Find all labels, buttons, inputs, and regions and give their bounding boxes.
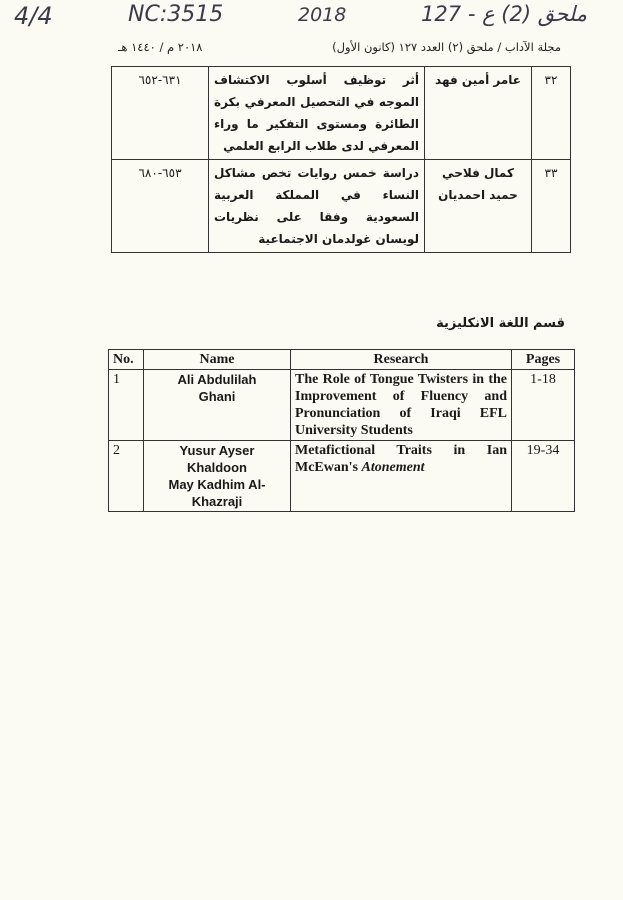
row-number: ٣٣ — [532, 160, 571, 253]
page-range: 19-34 — [512, 441, 575, 512]
author-name: Ali Abdulilah Ghani — [144, 370, 291, 441]
table-row — [112, 67, 571, 160]
author-name: كمال فلاحي حميد احمديان — [425, 160, 532, 253]
research-title: أثر توظيف أسلوب الاكتشاف الموجه في التحصيل المعرفي بكرة الطائرة ومستوى التفكير ما وراء المعرفي لدى طلاب الرابع العلمي — [209, 67, 425, 160]
header-name: Name — [144, 350, 291, 370]
table-header-row — [109, 350, 575, 370]
journal-title: مجلة الآداب / ملحق (٢) العدد ١٢٧ (كانون الأول) — [332, 40, 561, 54]
research-title: The Role of Tongue Twisters in the Improvement of Fluency and Pronunciation of Iraqi EFL University Students — [291, 370, 512, 441]
section-title: قسم اللغة الانكليزية — [436, 316, 565, 331]
table-row — [112, 160, 571, 253]
header-pages: Pages — [512, 350, 575, 370]
handwritten-reference: ملحق (2) ع - 127 — [421, 2, 587, 26]
row-number: ٣٢ — [532, 67, 571, 160]
running-header — [118, 40, 561, 60]
handwritten-code: NC:3515 — [128, 2, 224, 27]
issue-date: ٢٠١٨ م / ١٤٤٠ هـ — [118, 40, 203, 54]
author-name: Yusur Ayser Khaldoon May Kadhim Al- Khazraji — [144, 441, 291, 512]
table-row — [109, 441, 575, 512]
handwritten-page-number: 4/4 — [14, 2, 53, 30]
header-no: No. — [109, 350, 144, 370]
arabic-contents-table — [111, 66, 571, 253]
author-name: عامر أمين فهد — [425, 67, 532, 160]
header-research: Research — [291, 350, 512, 370]
row-number: 2 — [109, 441, 144, 512]
handwritten-year: 2018 — [298, 4, 347, 26]
research-title: دراسة خمس روايات تخص مشاكل النساء في المملكة العربية السعودية وفقا على نظريات لويسان غولدمان الاجتماعية — [209, 160, 425, 253]
research-title: Metafictional Traits in Ian McEwan's Atonement — [291, 441, 512, 512]
page-range: 1-18 — [512, 370, 575, 441]
row-number: 1 — [109, 370, 144, 441]
table-row — [109, 370, 575, 441]
english-contents-table — [108, 349, 575, 512]
page-range: ٦٣١-٦٥٢ — [112, 67, 209, 160]
page-range: ٦٥٣-٦٨٠ — [112, 160, 209, 253]
